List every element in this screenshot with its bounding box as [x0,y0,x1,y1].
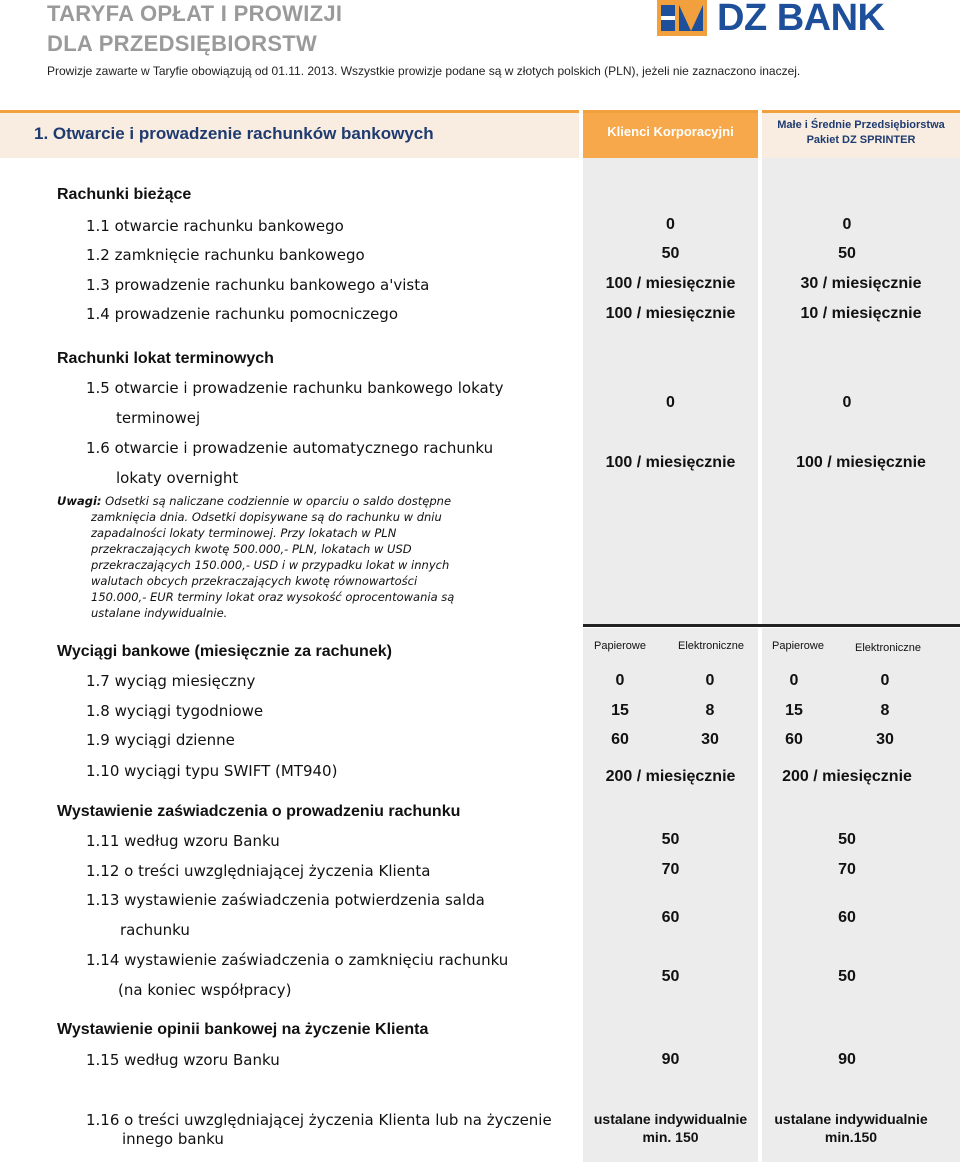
row-1-8-val: 15 [611,702,629,719]
subheader-electronic-sme: Elektroniczne [855,642,922,654]
heading-rachunki-lokat: Rachunki lokat terminowych [57,350,274,367]
row-1-16-label-1: 1.16 o treści uwzględniającej życzenia Klienta lub na życzenie [86,1111,552,1129]
row-1-4-label: 1.4 prowadzenie rachunku pomocniczego [86,305,398,323]
dz-bank-logo-icon [657,0,707,36]
row-1-12-sme: 70 [838,861,856,878]
row-1-16-corp [583,1110,758,1146]
row-1-7-val: 0 [615,672,625,689]
section-title: 1. Otwarcie i prowadzenie rachunków bankowych [34,124,434,143]
page-subtitle: Prowizje zawarte w Taryfie obowiązują od 01.11. 2013. Wszystkie prowizje podane są w złotych polskich (PLN), jeżeli nie zaznaczono inaczej. [47,64,801,78]
row-1-6-label-2: lokaty overnight [116,469,239,487]
row-1-5-label-1: 1.5 otwarcie i prowadzenie rachunku bankowego lokaty [86,379,504,397]
row-1-13-corp: 60 [661,909,680,926]
row-1-7-val: 0 [789,672,799,689]
row-1-16-sme [762,1110,940,1146]
row-1-15-sme: 90 [838,1051,856,1068]
row-1-16-corp-line1: ustalane indywidualnie [593,1111,748,1127]
row-1-14-label-2: (na koniec współpracy) [118,981,292,999]
deposit-note [57,493,487,621]
row-1-7-val: 0 [705,672,715,689]
row-1-11-label: 1.11 według wzoru Banku [86,832,280,850]
row-1-1-sme: 0 [842,216,852,233]
row-1-8-label: 1.8 wyciągi tygodniowe [86,702,264,720]
row-1-8-val: 8 [705,702,715,719]
row-1-10-sme: 200 / miesięcznie [782,768,912,785]
subheader-paper-corp: Papierowe [594,640,646,652]
row-1-1-corp: 0 [666,216,675,233]
row-1-16-label-2: innego banku [122,1130,224,1148]
row-1-15-corp: 90 [661,1051,680,1068]
dz-bank-logo [657,0,917,40]
row-1-13-label-2: rachunku [120,921,190,939]
row-1-4-corp: 100 / miesięcznie [605,305,736,322]
row-1-3-sme: 30 / miesięcznie [800,275,922,292]
corporate-column-header: Klienci Korporacyjni [607,124,734,139]
row-1-13-label-1: 1.13 wystawienie zaświadczenia potwierdzenia salda [86,891,485,909]
row-1-14-label-1: 1.14 wystawienie zaświadczenia o zamknięciu rachunku [86,951,509,969]
row-1-9-val: 30 [701,731,719,748]
row-1-15-label: 1.15 według wzoru Banku [86,1051,280,1069]
row-1-10-label: 1.10 wyciągi typu SWIFT (MT940) [86,762,338,780]
heading-zaswiadczenia: Wystawienie zaświadczenia o prowadzeniu rachunku [57,803,461,820]
note-line: zapadalności lokaty terminowej. Przy lokatach w PLN [91,526,397,540]
row-1-2-corp: 50 [661,245,680,262]
sme-header-line1: Małe i Średnie Przedsiębiorstwa [777,119,945,131]
row-1-16-sme-line2: min.150 [824,1129,878,1145]
row-1-5-corp: 0 [666,394,675,411]
row-1-6-label-1: 1.6 otwarcie i prowadzenie automatycznego rachunku [86,439,494,457]
sme-header-line2: Pakiet DZ SPRINTER [806,134,916,146]
row-1-8-val: 8 [880,702,890,719]
heading-wyciagi: Wyciągi bankowe (miesięcznie za rachunek) [57,643,392,660]
row-1-6-corp: 100 / miesięcznie [605,454,736,471]
heading-rachunki-biezace: Rachunki bieżące [57,186,192,203]
row-1-5-label-2: terminowej [116,409,201,427]
row-1-3-corp: 100 / miesięcznie [605,275,736,292]
row-1-16-corp-line2: min. 150 [642,1129,699,1145]
row-1-7-val: 0 [880,672,890,689]
row-1-2-sme: 50 [838,245,856,262]
note-label: Uwagi: [57,494,102,508]
row-1-13-sme: 60 [838,909,856,926]
note-line: ustalane indywidualnie. [91,606,228,620]
sme-column-header [762,118,960,148]
row-1-12-label: 1.12 o treści uwzględniającej życzenia Klienta [86,862,431,880]
heading-opinia: Wystawienie opinii bankowej na życzenie Klienta [57,1021,429,1038]
row-1-9-val: 30 [876,731,894,748]
note-line: przekraczających kwotę 500.000,- PLN, lokatach w USD [91,542,412,556]
row-1-2-label: 1.2 zamknięcie rachunku bankowego [86,246,365,264]
subheader-electronic-corp: Elektroniczne [678,640,745,652]
row-1-9-val: 60 [785,731,803,748]
row-1-14-sme: 50 [838,968,856,985]
row-1-8-val: 15 [785,702,803,719]
row-1-3-label: 1.3 prowadzenie rachunku bankowego a'vista [86,276,430,294]
row-1-11-corp: 50 [661,831,680,848]
subheader-paper-sme: Papierowe [772,640,824,652]
row-1-12-corp: 70 [661,861,680,878]
column-divider-rule [583,624,960,627]
row-1-16-sme-line1: ustalane indywidualnie [774,1111,928,1127]
note-line: walutach obcych przekraczających kwotę równowartości [91,574,418,588]
row-1-7-label: 1.7 wyciąg miesięczny [86,672,256,690]
row-1-4-sme: 10 / miesięcznie [800,305,922,322]
row-1-5-sme: 0 [842,394,852,411]
row-1-9-val: 60 [611,731,629,748]
logo-wordmark: DZ BANK [717,0,885,39]
note-line: zamknięcia dnia. Odsetki dopisywane są do rachunku w dniu [91,510,442,524]
row-1-14-corp: 50 [661,968,680,985]
row-1-9-label: 1.9 wyciągi dzienne [86,731,235,749]
note-line: przekraczających 150.000,- USD i w przypadku lokat w innych [91,558,450,572]
row-1-1-label: 1.1 otwarcie rachunku bankowego [86,217,344,235]
note-line: Uwagi: Odsetki są naliczane codziennie w oparciu o saldo dostępne [57,494,452,508]
row-1-11-sme: 50 [838,831,856,848]
note-line: 150.000,- EUR terminy lokat oraz wysokość oprocentowania są [91,590,455,604]
row-1-10-corp: 200 / miesięcznie [605,768,736,785]
page-title-line2: DLA PRZEDSIĘBIORSTW [47,31,318,56]
page-title-line1: TARYFA OPŁAT I PROWIZJI [47,1,343,26]
row-1-6-sme: 100 / miesięcznie [796,454,926,471]
